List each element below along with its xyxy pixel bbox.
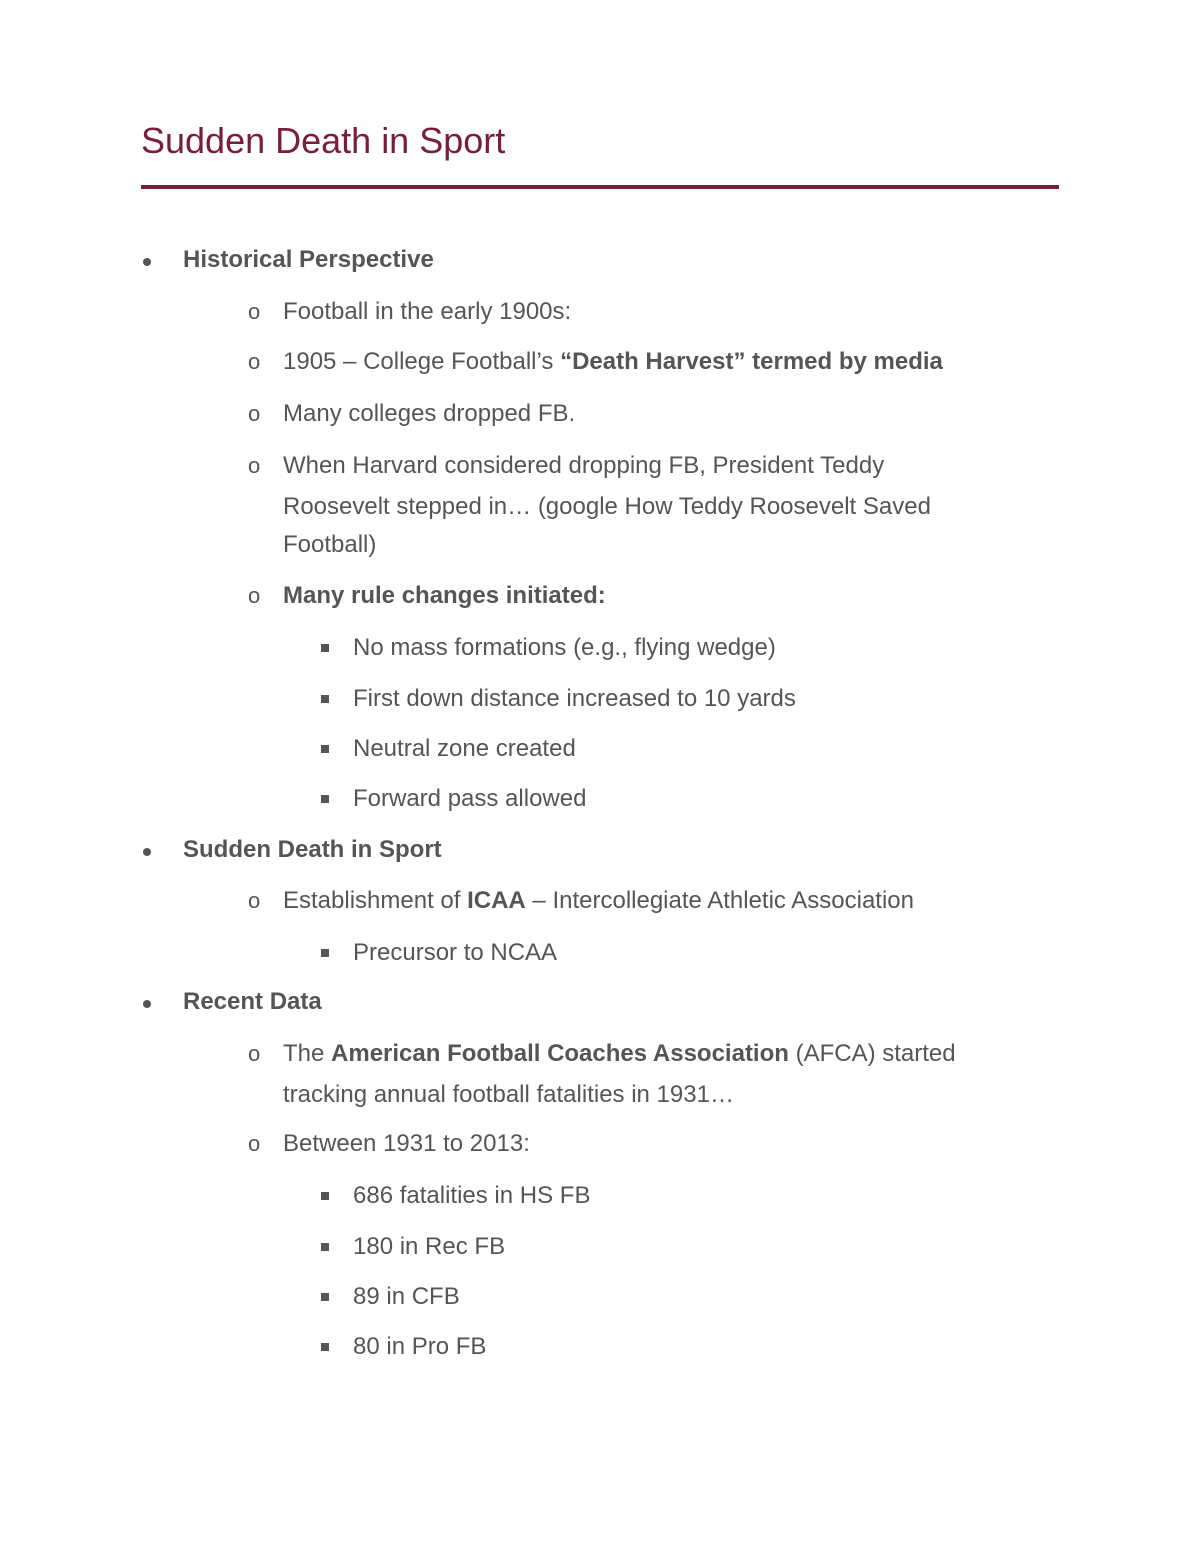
sub-list-item-text: No mass formations (e.g., flying wedge) <box>353 634 776 661</box>
square-bullet-icon <box>321 1293 329 1301</box>
sub-list-item-text: Neutral zone created <box>353 735 576 762</box>
square-bullet-icon <box>321 795 329 803</box>
sub-list-item-text: First down distance increased to 10 yards <box>353 685 796 712</box>
sub-list-item-text: 180 in Rec FB <box>353 1233 506 1260</box>
bullet-icon <box>143 834 151 866</box>
section-heading: Sudden Death in Sport <box>183 836 442 863</box>
square-bullet-icon <box>321 949 329 957</box>
list-item-continuation: tracking annual football fatalities in 1931… <box>283 1081 734 1108</box>
list-item-text: Between 1931 to 2013: <box>283 1130 530 1157</box>
circle-bullet-icon: o <box>248 453 261 478</box>
section-heading: Recent Data <box>183 988 322 1015</box>
bullet-icon <box>143 244 151 276</box>
list-item-continuation: Roosevelt stepped in… (google How Teddy Roosevelt Saved <box>283 493 931 520</box>
square-bullet-icon <box>321 695 329 703</box>
list-item-text: 1905 – College Football’s “Death Harvest” termed by media <box>283 348 943 375</box>
square-bullet-icon <box>321 1192 329 1200</box>
list-item-text: Establishment of ICAA – Intercollegiate Athletic Association <box>283 887 914 914</box>
bullet-icon <box>143 986 151 1018</box>
circle-bullet-icon: o <box>248 583 261 608</box>
sub-list-item-text: 686 fatalities in HS FB <box>353 1182 591 1209</box>
circle-bullet-icon: o <box>248 299 261 324</box>
circle-bullet-icon: o <box>248 1131 261 1156</box>
list-item-continuation: Football) <box>283 531 377 558</box>
sub-list-item-text: 80 in Pro FB <box>353 1333 487 1360</box>
square-bullet-icon <box>321 745 329 753</box>
circle-bullet-icon: o <box>248 401 261 426</box>
circle-bullet-icon: o <box>248 888 261 913</box>
square-bullet-icon <box>321 644 329 652</box>
square-bullet-icon <box>321 1343 329 1351</box>
list-item-text: The American Football Coaches Association (AFCA) started <box>283 1040 956 1067</box>
sub-list-item-text: Precursor to NCAA <box>353 939 558 966</box>
list-item-text: Many rule changes initiated: <box>283 582 606 609</box>
square-bullet-icon <box>321 1243 329 1251</box>
title-divider <box>141 185 1059 189</box>
section-heading: Historical Perspective <box>183 246 434 273</box>
list-item-text: Football in the early 1900s: <box>283 298 572 325</box>
circle-bullet-icon: o <box>248 1041 261 1066</box>
sub-list-item-text: 89 in CFB <box>353 1283 460 1310</box>
circle-bullet-icon: o <box>248 349 261 374</box>
list-item-text: When Harvard considered dropping FB, President Teddy <box>283 452 885 479</box>
list-item-text: Many colleges dropped FB. <box>283 400 576 427</box>
page-title: Sudden Death in Sport <box>141 120 506 161</box>
sub-list-item-text: Forward pass allowed <box>353 785 587 812</box>
